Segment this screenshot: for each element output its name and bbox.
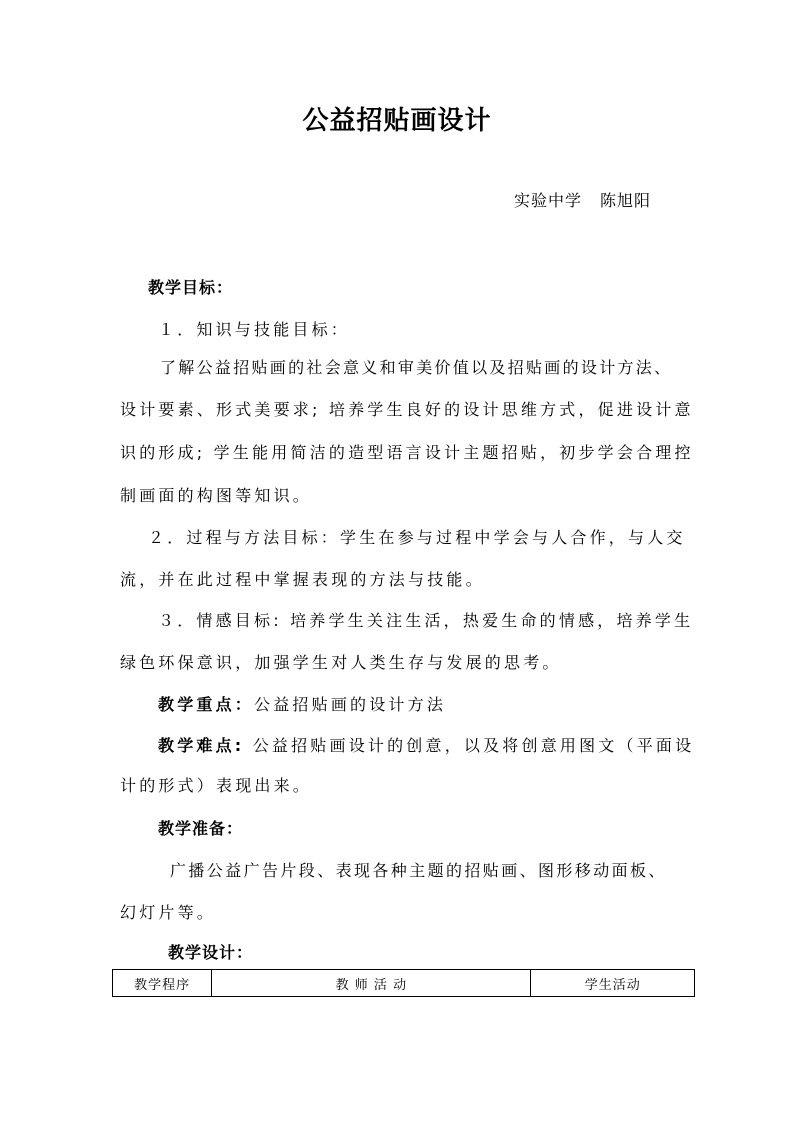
objective-3-line: ３．情感目标: 培养学生关注生活，热爱生命的情感，培养学生 [158, 611, 694, 630]
table-header-row [113, 970, 695, 997]
objective-1-line: 识的形成; 学生能用简洁的造型语言设计主题招贴，初步学会合理控 [120, 443, 694, 462]
key-point-label: 教学重点： [158, 695, 255, 714]
table-header-teacher: 教 师 活 动 [212, 970, 531, 997]
difficulty-label: 教学难点: [158, 736, 245, 755]
difficulty-text: 公益招贴画设计的创意，以及将创意用图文（平面设 [244, 736, 695, 755]
author-line [514, 188, 651, 211]
objective-3-line: 绿色环保意识，加强学生对人类生存与发展的思考。 [120, 653, 562, 672]
objective-2-line: ２．过程与方法目标：学生在参与过程中学会与人合作，与人交 [148, 528, 686, 547]
design-table [112, 969, 695, 997]
key-point [158, 692, 446, 715]
objective-1-title: １．知识与技能目标： [158, 320, 351, 339]
preparation-heading: 教学准备： [158, 819, 244, 838]
objective-1-line: 了解公益招贴画的社会意义和审美价值以及招贴画的设计方法、 [160, 358, 673, 377]
difficulty-line: 计的形式）表现出来。 [120, 776, 313, 795]
document-title: 公益招贴画设计 [302, 106, 492, 136]
author-name: 陈旭阳 [600, 191, 652, 210]
table-header-student: 学生活动 [531, 970, 695, 997]
objective-1-line: 制画面的构图等知识。 [120, 486, 313, 505]
key-point-text: 公益招贴画的设计方法 [254, 695, 447, 714]
preparation-line: 幻灯片等。 [120, 903, 217, 922]
difficulty [158, 733, 694, 756]
design-heading: 教学设计： [168, 943, 254, 962]
objective-1-line: 设计要素、形式美要求; 培养学生良好的设计思维方式，促进设计意 [120, 400, 694, 419]
objectives-heading: 教学目标： [148, 278, 234, 297]
author-school: 实验中学 [514, 191, 583, 210]
table-header-procedure: 教学程序 [113, 970, 212, 997]
preparation-line: 广播公益广告片段、表现各种主题的招贴画、图形移动面板、 [170, 861, 667, 880]
objective-2-line: 流，并在此过程中掌握表现的方法与技能。 [120, 570, 485, 589]
